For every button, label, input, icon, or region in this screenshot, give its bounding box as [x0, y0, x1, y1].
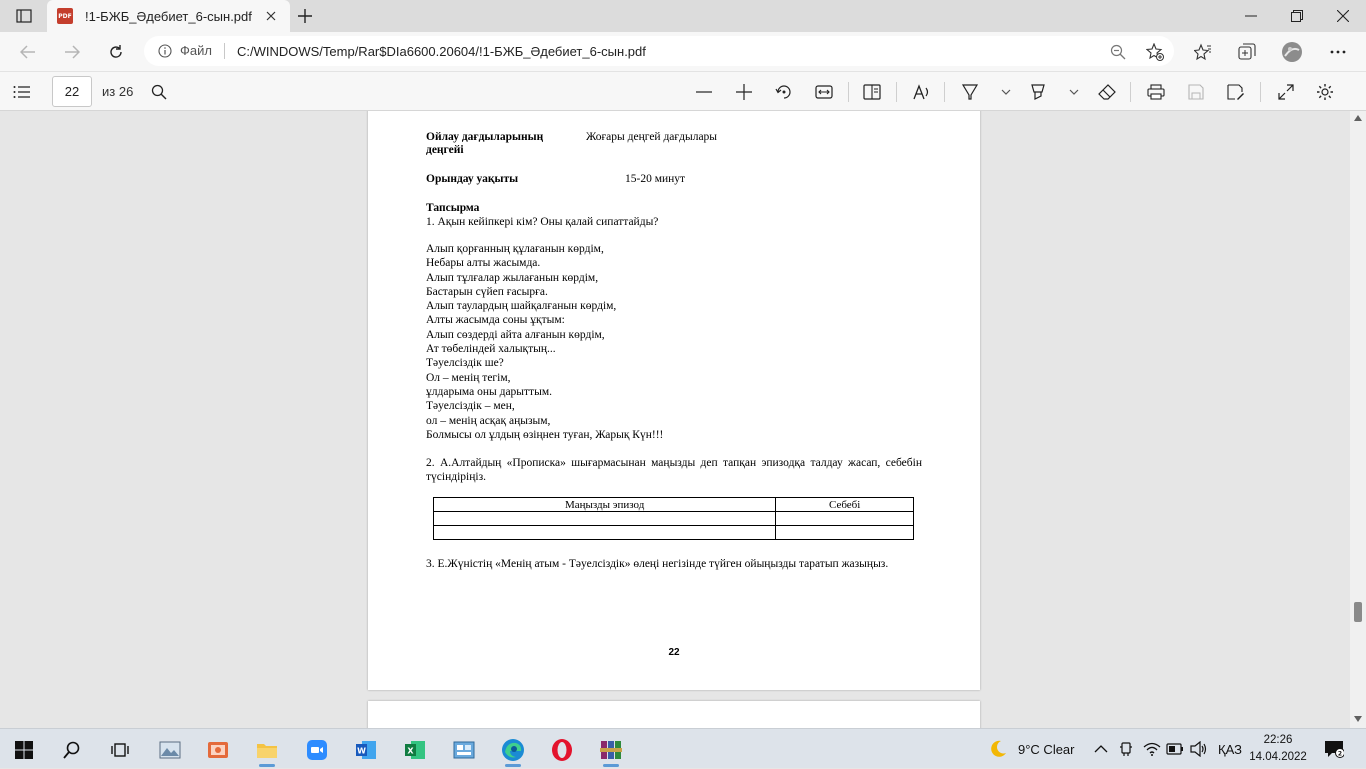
- forward-button[interactable]: [57, 37, 87, 67]
- edge-browser-icon: [501, 738, 525, 762]
- expand-icon: [1278, 84, 1294, 100]
- poem-line: ұлдарыма оны дарыттым.: [426, 385, 552, 398]
- chevron-down-icon: [1069, 89, 1079, 95]
- close-window-button[interactable]: [1320, 0, 1366, 32]
- tab-close-icon[interactable]: [262, 7, 280, 25]
- taskbar-app-winrar[interactable]: [591, 733, 631, 767]
- start-button[interactable]: [4, 733, 44, 767]
- refresh-button[interactable]: [101, 37, 131, 67]
- taskbar-app-powerpoint[interactable]: [198, 733, 238, 767]
- minus-icon: [696, 91, 712, 93]
- arrow-right-icon: [64, 45, 80, 59]
- plus-icon: [736, 84, 752, 100]
- opera-browser-icon: [551, 738, 573, 762]
- vertical-scrollbar[interactable]: [1350, 111, 1366, 728]
- time-label: Орындау уақыты: [426, 173, 519, 185]
- taskbar-app-excel[interactable]: [395, 733, 435, 767]
- control-panel-icon: [453, 740, 475, 760]
- poem: [426, 242, 663, 442]
- zoom-out-button[interactable]: [690, 78, 718, 106]
- skill-level-label-line1: Ойлау дағдыларының: [426, 131, 544, 143]
- table-header-episode: Маңызды эпизод: [434, 498, 776, 512]
- restore-button[interactable]: [1274, 0, 1320, 32]
- scrollbar-thumb[interactable]: [1354, 602, 1362, 622]
- toolbar-divider: [944, 82, 945, 102]
- poem-line: Болмысы ол ұлдың өзіңнен туған, Жарық Күн!!!: [426, 428, 664, 441]
- battery-button[interactable]: [1166, 729, 1184, 769]
- table-cell[interactable]: [776, 512, 914, 526]
- page-view-button[interactable]: [858, 78, 886, 106]
- toolbar-divider: [1260, 82, 1261, 102]
- table-row: [434, 512, 914, 526]
- poem-line: Алып сөздерді айта алғанын көрдім,: [426, 328, 605, 341]
- poem-line: Алып таулардың шайқалғанын көрдім,: [426, 300, 617, 313]
- show-hidden-icons-button[interactable]: [1094, 729, 1108, 769]
- fullscreen-button[interactable]: [1272, 78, 1300, 106]
- system-clock[interactable]: [1245, 732, 1311, 766]
- clock-time: 22:26: [1263, 734, 1293, 746]
- back-button[interactable]: [13, 37, 43, 67]
- fit-to-width-button[interactable]: [810, 78, 838, 106]
- notification-center-button[interactable]: [1324, 729, 1344, 769]
- pdf-settings-button[interactable]: [1311, 78, 1339, 106]
- profile-button[interactable]: [1277, 37, 1307, 67]
- toolbar-divider: [848, 82, 849, 102]
- page-view-icon: [863, 84, 881, 100]
- zoom-in-button[interactable]: [730, 78, 758, 106]
- read-aloud-button[interactable]: [908, 78, 936, 106]
- navigation-bar: [0, 32, 1366, 71]
- toolbar-divider: [1130, 82, 1131, 102]
- folder-icon: [256, 741, 278, 759]
- star-plus-icon: [1146, 43, 1164, 61]
- new-tab-button[interactable]: [292, 4, 318, 28]
- add-favorite-button[interactable]: [1140, 37, 1170, 67]
- question-3: 3. Е.Жүністің «Менің атым - Тәуелсіздік» өлеңі негізінде түйген ойыңызды таратып жазыңыз.: [426, 558, 889, 570]
- highlight-options-dropdown[interactable]: [1060, 78, 1088, 106]
- poem-line: Ол – менің тегім,: [426, 371, 511, 384]
- question-2: 2. А.Алтайдың «Прописка» шығармасынан маңызды деп тапқан эпизодқа талдау жасап, себебін түсіндіріңіз.: [426, 457, 922, 483]
- task-heading: Тапсырма: [426, 202, 480, 214]
- skill-level-label: [426, 131, 543, 157]
- table-of-contents-button[interactable]: [8, 78, 36, 106]
- avatar-icon: [1281, 41, 1303, 63]
- question-1: 1. Ақын кейіпкері кім? Оны қалай сипаттайды?: [426, 216, 659, 228]
- print-button[interactable]: [1142, 78, 1170, 106]
- time-value: 15-20 минут: [625, 173, 686, 185]
- taskbar-app-image-viewer[interactable]: [150, 733, 190, 767]
- highlight-button[interactable]: [1024, 78, 1052, 106]
- rotate-button[interactable]: [770, 78, 798, 106]
- collections-icon: [1238, 43, 1256, 61]
- find-button[interactable]: [145, 78, 173, 106]
- poem-line: Тәуелсіздік ше?: [426, 357, 504, 370]
- table-row: [434, 526, 914, 540]
- page-number-input[interactable]: 22: [52, 76, 92, 107]
- url-text[interactable]: C:/WINDOWS/Temp/Rar$DIa6600.20604/!1-БЖБ_Әдебиет_6-сын.pdf: [236, 43, 646, 59]
- chevron-up-icon: [1094, 745, 1108, 753]
- svg-text:W: W: [357, 746, 366, 756]
- episode-table: [433, 497, 914, 540]
- page-count-label: из 26: [102, 84, 134, 99]
- draw-icon: [961, 83, 979, 101]
- clock-date: 14.04.2022: [1249, 751, 1307, 763]
- usb-icon: [1119, 741, 1133, 757]
- wifi-icon: [1143, 742, 1161, 756]
- tab-title: !1-БЖБ_Әдебиет_6-сын.pdf: [85, 8, 252, 24]
- poem-line: ол – менің асқақ аңызым,: [426, 414, 551, 427]
- save-icon: [1188, 84, 1204, 100]
- pdf-viewer[interactable]: [0, 111, 1366, 728]
- toolbar-divider: [896, 82, 897, 102]
- language-label: ҚАЗ: [1218, 741, 1242, 757]
- draw-button[interactable]: [956, 78, 984, 106]
- table-header-reason: Себебі: [776, 498, 914, 512]
- weather-widget[interactable]: [988, 729, 1075, 769]
- word-app-icon: [355, 740, 377, 760]
- address-bar[interactable]: [144, 36, 1174, 66]
- table-cell[interactable]: [776, 526, 914, 540]
- skill-level-label-line2: деңгейі: [426, 144, 464, 156]
- weather-text: 9°C Clear: [1018, 741, 1075, 757]
- tab-active-pdf[interactable]: [47, 0, 290, 32]
- task-view-icon: [111, 742, 129, 758]
- svg-text:X: X: [407, 746, 414, 756]
- task-view-button[interactable]: [100, 733, 140, 767]
- poem-line: Небары алты жасымда.: [426, 257, 541, 270]
- poem-line: Бастарын сүйеп ғасырға.: [426, 285, 548, 298]
- pdf-toolbar: [0, 71, 1366, 111]
- printer-icon: [1147, 84, 1165, 100]
- save-as-button[interactable]: [1222, 78, 1250, 106]
- taskbar-app-zoom[interactable]: [297, 733, 337, 767]
- battery-icon: [1166, 743, 1184, 755]
- search-icon: [151, 84, 167, 100]
- scroll-up-icon[interactable]: [1354, 115, 1362, 121]
- minimize-icon: [1245, 15, 1257, 17]
- favorites-button[interactable]: [1188, 37, 1218, 67]
- read-aloud-icon: [913, 84, 931, 100]
- taskbar-app-opera[interactable]: [542, 733, 582, 767]
- file-scheme-label: Файл: [180, 43, 225, 59]
- search-button[interactable]: [52, 733, 92, 767]
- search-icon: [63, 741, 81, 759]
- poem-line: Алып қорғанның құлағанын көрдім,: [426, 243, 604, 255]
- more-dots-icon: [1330, 50, 1346, 54]
- table-cell[interactable]: [434, 526, 776, 540]
- close-icon: [1337, 10, 1349, 22]
- zoom-button[interactable]: [1103, 37, 1133, 67]
- tab-strip: [0, 0, 1366, 32]
- table-cell[interactable]: [434, 512, 776, 526]
- poem-line: Алты жасымда соны ұқтым:: [426, 314, 565, 327]
- poem-line: Алып тұлғалар жылағанын көрдім,: [426, 271, 599, 284]
- zoom-app-icon: [306, 739, 328, 761]
- skill-level-value: Жоғары деңгей дағдылары: [586, 131, 718, 143]
- draw-options-dropdown[interactable]: [992, 78, 1020, 106]
- highlighter-icon: [1029, 83, 1047, 101]
- taskbar-app-edge[interactable]: [493, 733, 533, 767]
- windows-logo-icon: [15, 741, 33, 759]
- page-number: 22: [668, 647, 680, 658]
- svg-text:2: 2: [1337, 750, 1343, 758]
- poem-line: Ат төбеліндей халықтың...: [426, 343, 556, 356]
- pdf-page-23: [368, 701, 980, 728]
- erase-button[interactable]: [1093, 78, 1121, 106]
- pdf-page-22: [368, 111, 980, 690]
- presentation-app-icon: [207, 740, 229, 760]
- taskbar-app-file-explorer[interactable]: [247, 733, 287, 767]
- windows-taskbar: [0, 728, 1366, 768]
- input-language-button[interactable]: [1218, 729, 1242, 769]
- info-icon[interactable]: [158, 44, 172, 58]
- network-button[interactable]: [1143, 729, 1161, 769]
- tab-actions-button[interactable]: [8, 5, 40, 27]
- save-as-icon: [1227, 84, 1245, 100]
- moon-icon: [988, 739, 1008, 759]
- collections-button[interactable]: [1232, 37, 1262, 67]
- pdf-icon: PDF: [57, 8, 73, 24]
- image-viewer-icon: [159, 741, 181, 759]
- tray-device-icon[interactable]: [1119, 729, 1133, 769]
- refresh-icon: [108, 44, 124, 60]
- volume-button[interactable]: [1190, 729, 1208, 769]
- restore-icon: [1291, 10, 1303, 22]
- poem-line: Тәуелсіздік – мен,: [426, 400, 515, 413]
- settings-more-button[interactable]: [1323, 37, 1353, 67]
- gear-icon: [1316, 83, 1334, 101]
- list-icon: [13, 85, 31, 99]
- chevron-down-icon: [1001, 89, 1011, 95]
- eraser-icon: [1098, 84, 1116, 100]
- arrow-left-icon: [20, 45, 36, 59]
- save-button[interactable]: [1182, 78, 1210, 106]
- tab-actions-icon: [16, 9, 32, 23]
- speaker-icon: [1190, 741, 1208, 757]
- zoom-out-icon: [1110, 44, 1126, 60]
- notification-icon: [1324, 740, 1344, 758]
- taskbar-app-word[interactable]: [346, 733, 386, 767]
- winrar-icon: [599, 739, 623, 761]
- minimize-button[interactable]: [1228, 0, 1274, 32]
- fit-width-icon: [815, 85, 833, 99]
- scroll-down-icon[interactable]: [1354, 716, 1362, 722]
- favorites-icon: [1194, 43, 1212, 61]
- taskbar-app-control-panel[interactable]: [444, 733, 484, 767]
- plus-icon: [298, 9, 312, 23]
- rotate-icon: [775, 83, 793, 101]
- excel-app-icon: [404, 740, 426, 760]
